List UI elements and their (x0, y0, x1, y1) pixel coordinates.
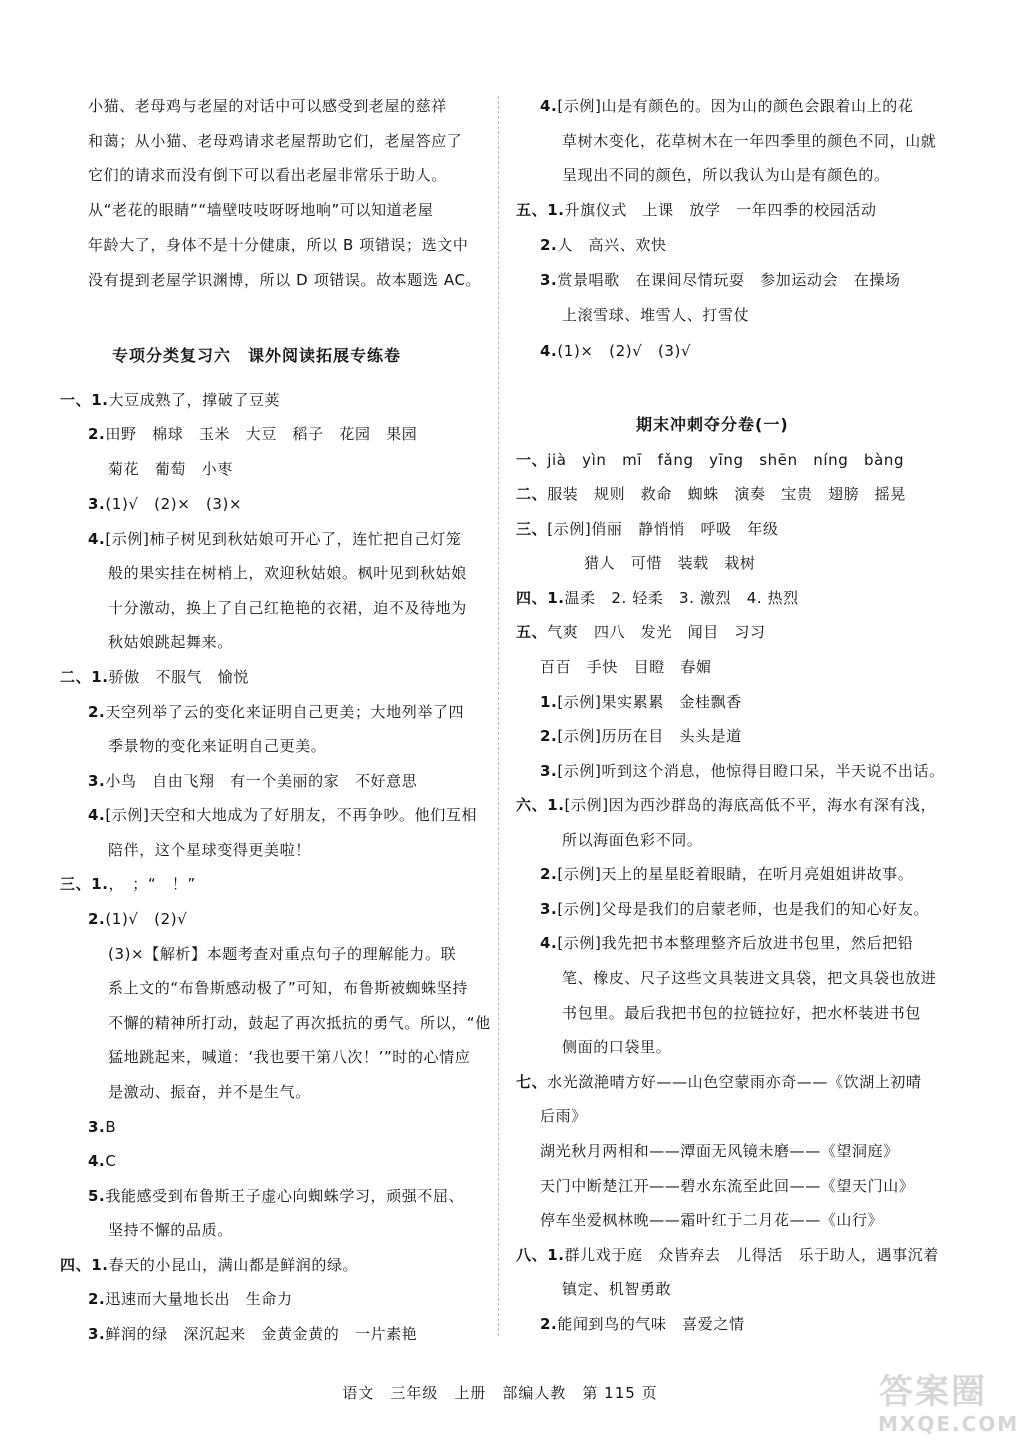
question-number: 三、1. (60, 875, 109, 893)
answer-line (88, 529, 461, 549)
answer-line (108, 978, 468, 998)
question-number: 2. (540, 865, 558, 883)
answer-line (60, 1255, 358, 1275)
answer-line (562, 1279, 671, 1299)
answer-text: 能闻到鸟的气味 喜爱之情 (557, 1315, 745, 1333)
answer-text: 猎人 可惜 装载 栽树 (584, 554, 756, 572)
question-number: 三、 (516, 520, 548, 538)
answer-line (108, 1220, 233, 1240)
answer-line (108, 840, 311, 860)
answer-text: B (105, 1118, 117, 1136)
answer-line (88, 270, 481, 290)
answer-text: 气爽 四八 发光 闻目 习习 (547, 623, 766, 641)
answer-line (540, 864, 913, 884)
answer-text: 坚持不懈的品质。 (108, 1221, 233, 1239)
answer-text: 天门中断楚江开——碧水东流至此回——《望天门山》 (540, 1177, 915, 1195)
answer-line (540, 657, 712, 677)
question-number: 四、1. (60, 1256, 109, 1274)
question-number: 3. (88, 772, 106, 790)
section-heading-final-exam-one: 期末冲刺夺分卷(一) (636, 415, 789, 434)
answer-line (562, 131, 936, 151)
answer-text: 升旗仪式 上课 放学 一年四季的校园活动 (564, 201, 877, 219)
question-number: 五、1. (516, 201, 565, 219)
answer-text: [示例]俏丽 静悄悄 呼吸 年级 (547, 520, 779, 538)
answer-text: [示例]听到这个消息，他惊得目瞪口呆，半天说不出话。 (557, 762, 945, 780)
answer-text: (1)× (2)√ (3)√ (557, 342, 692, 360)
answer-line (516, 588, 799, 608)
answer-line (540, 899, 929, 919)
answer-text: [示例]山是有颜色的。因为山的颜色会跟着山上的花 (557, 97, 914, 115)
question-number: 3. (88, 1118, 106, 1136)
answer-text: [示例]历历在目 头头是道 (557, 727, 742, 745)
answer-line (88, 909, 187, 929)
answer-text: 鲜润的绿 深沉起来 金黄金黄的 一片素艳 (105, 1325, 418, 1343)
question-number: 3. (540, 271, 558, 289)
answer-line (108, 1082, 311, 1102)
answer-line (540, 1141, 899, 1161)
answer-text: 水光潋滟晴方好——山色空蒙雨亦奇——《饮湖上初晴 (547, 1073, 922, 1091)
answer-line (540, 1314, 745, 1334)
answer-text: 十分激动，换上了自己红艳艳的衣裙，迫不及待地为 (108, 599, 467, 617)
answer-line (88, 96, 447, 116)
answer-line (516, 795, 936, 815)
question-number: 2. (540, 727, 558, 745)
answer-line (540, 1176, 914, 1196)
answer-line (88, 771, 417, 791)
answer-line (562, 165, 890, 185)
answer-line (516, 622, 766, 642)
answer-text: 季景物的变化来证明自己更美。 (108, 737, 327, 755)
answer-text: 陪伴，这个星球变得更美啦！ (108, 841, 311, 859)
answer-line (540, 341, 691, 361)
answer-line (540, 761, 945, 781)
question-number: 3. (88, 495, 106, 513)
answer-line (516, 450, 904, 470)
answer-line (540, 692, 742, 712)
question-number: 5. (88, 1187, 106, 1205)
question-number: 一、1. (60, 391, 109, 409)
answer-line (562, 305, 749, 325)
answer-line (108, 1013, 491, 1033)
question-number: 八、1. (516, 1246, 565, 1264)
answer-text: 系上文的“布鲁斯感动极了”可知，布鲁斯被蜘蛛坚持 (108, 979, 468, 997)
answer-line (60, 874, 196, 894)
answer-text: 湖光秋月两相和——潭面无风镜未磨——《望洞庭》 (540, 1142, 899, 1160)
answer-text: 年龄大了，身体不是十分健康，所以 B 项错误；选文中 (88, 236, 469, 254)
answer-text: 笔、橡皮、尺子这些文具装进文具袋，把文具袋也放进 (562, 969, 937, 987)
answer-text: C (105, 1152, 117, 1170)
watermark-url-text: MXQE.COM (878, 1412, 1019, 1436)
answer-line (88, 200, 434, 220)
answer-text: 停车坐爱枫林晚——霜叶红于二月花——《山行》 (540, 1211, 884, 1229)
answer-text: jià yìn mī fǎng yīng shēn níng bàng (547, 451, 905, 469)
watermark-logo (878, 1372, 1019, 1442)
answer-line (88, 235, 468, 255)
answer-text: [示例]我先把书本整理整齐后放进书包里，然后把铅 (557, 934, 914, 952)
question-number: 七、 (516, 1073, 548, 1091)
question-number: 五、 (516, 623, 548, 641)
answer-text: 服装 规则 救命 蜘蛛 演奏 宝贵 翅膀 摇晃 (547, 485, 907, 503)
answer-line (108, 1047, 470, 1067)
section-heading-review-six: 专项分类复习六 课外阅读拓展专练卷 (112, 346, 402, 365)
question-number: 2. (88, 910, 106, 928)
answer-text: 镇定、机智勇敢 (562, 1280, 672, 1298)
answer-text: 我能感受到布鲁斯王子虚心向蜘蛛学习，顽强不屈、 (105, 1187, 465, 1205)
question-number: 2. (88, 425, 106, 443)
answer-text: 群儿戏于庭 众皆弃去 儿得活 乐于助人，遇事沉着 (564, 1246, 939, 1264)
answer-text: 没有提到老屋学识渊博，所以 D 项错误。故本题选 AC。 (88, 271, 482, 289)
question-number: 4. (540, 342, 558, 360)
answer-line (60, 667, 249, 687)
question-number: 1. (540, 693, 558, 711)
answer-line (562, 968, 936, 988)
question-number: 2. (88, 1290, 106, 1308)
answer-text: 骄傲 不服气 愉悦 (108, 668, 249, 686)
question-number: 3. (540, 900, 558, 918)
answer-line (540, 96, 913, 116)
answer-line (540, 1210, 883, 1230)
answer-line (516, 519, 779, 539)
question-number: 一、 (516, 451, 548, 469)
answer-text: (1)√ (2)√ (105, 910, 188, 928)
answer-line (562, 1037, 671, 1057)
answer-line (108, 598, 467, 618)
answer-text: 田野 棉球 玉米 大豆 稻子 花园 果园 (105, 425, 418, 443)
question-number: 2. (540, 236, 558, 254)
answer-text: 般的果实挂在树梢上，欢迎秋姑娘。枫叶见到秋姑娘 (108, 564, 467, 582)
answer-line (60, 390, 280, 410)
answer-text: 小鸟 自由飞翔 有一个美丽的家 不好意思 (105, 772, 418, 790)
question-number: 4. (540, 97, 558, 115)
answer-line (516, 200, 877, 220)
question-number: 二、 (516, 485, 548, 503)
answer-text: [示例]果实累累 金桂飘香 (557, 693, 742, 711)
answer-text: (1)√ (2)× (3)× (105, 495, 243, 513)
question-number: 4. (88, 1152, 106, 1170)
answer-text: 猛地跳起来，喊道：‘我也要干第八次！’”时的心情应 (108, 1048, 471, 1066)
answer-text: 温柔 2. 轻柔 3. 激烈 4. 热烈 (564, 589, 799, 607)
answer-text: 迅速而大量地长出 生命力 (105, 1290, 293, 1308)
answer-text: 后雨》 (540, 1107, 587, 1125)
question-number: 4. (88, 806, 106, 824)
answer-line (88, 805, 477, 825)
question-number: 3. (540, 762, 558, 780)
question-number: 2. (88, 703, 106, 721)
page-footer: 语文 三年级 上册 部编人教 第 115 页 (342, 1384, 658, 1402)
answer-line (108, 736, 326, 756)
answer-text: ， ；“ ！” (108, 875, 196, 893)
answer-text: 它们的请求而没有倒下可以看出老屋非常乐于助人。 (88, 166, 447, 184)
answer-text: [示例]因为西沙群岛的海底高低不平，海水有深有浅， (564, 796, 937, 814)
column-divider (498, 96, 500, 1336)
answer-text: [示例]父母是我们的启蒙老师，也是我们的知心好友。 (557, 900, 930, 918)
answer-text: [示例]天上的星星眨着眼睛，在听月亮姐姐讲故事。 (557, 865, 914, 883)
answer-text: 草树木变化，花草树木在一年四季里的颜色不同，山就 (562, 132, 937, 150)
answer-line (108, 459, 233, 479)
answer-line (88, 424, 417, 444)
answer-text: 呈现出不同的颜色，所以我认为山是有颜色的。 (562, 166, 890, 184)
answer-line (108, 632, 233, 652)
answer-line (88, 1117, 116, 1137)
answer-line (108, 563, 467, 583)
answer-text: 不懈的精神所打动，鼓起了再次抵抗的勇气。所以，“他 (108, 1014, 491, 1032)
answer-text: 书包里。最后我把书包的拉链拉好，把水杯装进书包 (562, 1004, 921, 1022)
answer-text: [示例]天空和大地成为了好朋友，不再争吵。他们互相 (105, 806, 478, 824)
answer-text: 百百 手快 目瞪 春媚 (540, 658, 712, 676)
answer-line (540, 726, 742, 746)
answer-text: 春天的小昆山，满山都是鲜润的绿。 (108, 1256, 359, 1274)
answer-line (108, 944, 456, 964)
answer-line (562, 1003, 921, 1023)
answer-text: (3)×【解析】本题考查对重点句子的理解能力。联 (108, 945, 457, 963)
answer-text: 小猫、老母鸡与老屋的对话中可以感受到老屋的慈祥 (88, 97, 447, 115)
answer-line (540, 933, 913, 953)
answer-line (88, 702, 464, 722)
answer-line (540, 1106, 587, 1126)
watermark-logo-text: 答案圈 (879, 1372, 987, 1412)
answer-text: 从“老花的眼睛”“墙壁吱吱呀呀地响”可以知道老屋 (88, 201, 434, 219)
answer-line (516, 484, 906, 504)
answer-text: 所以海面色彩不同。 (562, 831, 703, 849)
answer-line (562, 830, 702, 850)
answer-text: 菊花 葡萄 小枣 (108, 460, 233, 478)
question-number: 3. (88, 1325, 106, 1343)
answer-text: 赏景唱歌 在课间尽情玩耍 参加运动会 在操场 (557, 271, 901, 289)
answer-line (88, 1324, 417, 1344)
answer-text: 侧面的口袋里。 (562, 1038, 672, 1056)
answer-line (88, 1289, 293, 1309)
answer-line (540, 270, 901, 290)
question-number: 2. (540, 1315, 558, 1333)
answer-text: 上滚雪球、堆雪人、打雪仗 (562, 306, 750, 324)
answer-line (540, 235, 667, 255)
answer-text: 和蔼；从小猫、老母鸡请求老屋帮助它们，老屋答应了 (88, 132, 463, 150)
answer-text: 天空列举了云的变化来证明自己更美；大地列举了四 (105, 703, 465, 721)
question-number: 4. (88, 530, 106, 548)
answer-line (88, 494, 242, 514)
answer-line (584, 553, 756, 573)
answer-text: 秋姑娘跳起舞来。 (108, 633, 233, 651)
answer-line (88, 165, 447, 185)
question-number: 二、1. (60, 668, 109, 686)
answer-text: 大豆成熟了，撑破了豆荚 (108, 391, 281, 409)
answer-line (88, 1151, 116, 1171)
answer-line (516, 1072, 922, 1092)
question-number: 4. (540, 934, 558, 952)
answer-line (88, 131, 462, 151)
answer-text: 是激动、振奋，并不是生气。 (108, 1083, 311, 1101)
answer-text: 人 高兴、欢快 (557, 236, 667, 254)
question-number: 六、1. (516, 796, 565, 814)
answer-line (516, 1245, 939, 1265)
question-number: 四、1. (516, 589, 565, 607)
answer-line (88, 1186, 464, 1206)
answer-text: [示例]柿子树见到秋姑娘可开心了，连忙把自己灯笼 (105, 530, 462, 548)
